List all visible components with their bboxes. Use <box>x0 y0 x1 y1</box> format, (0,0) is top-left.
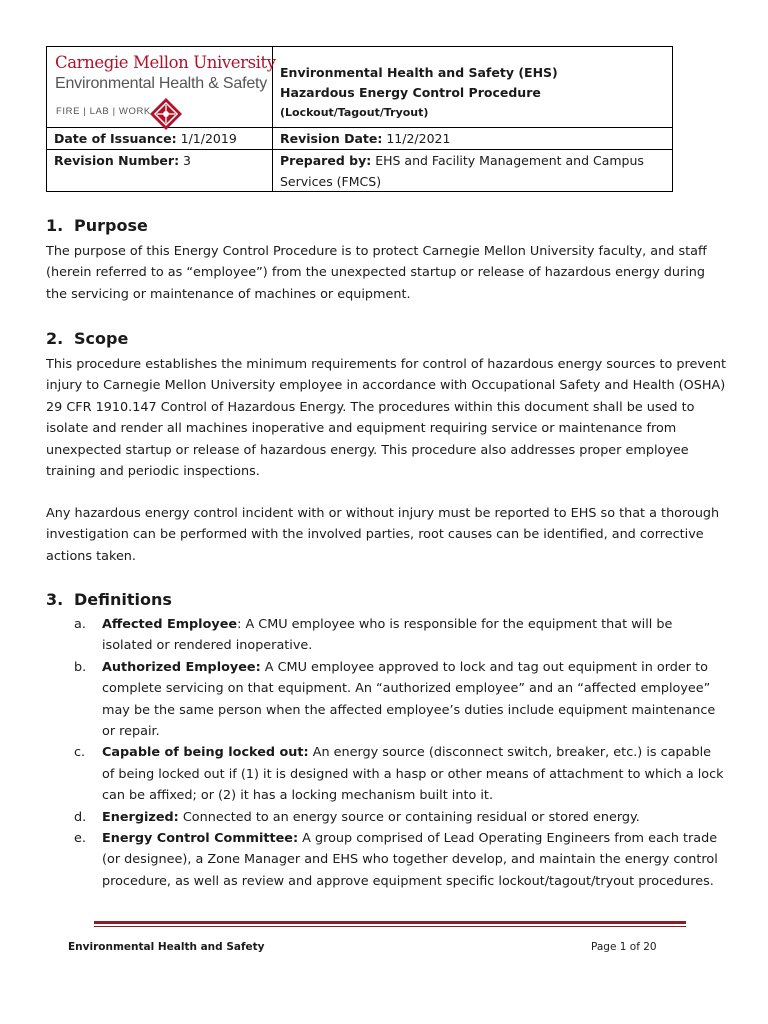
definition-letter: c. <box>74 745 86 761</box>
footer-department: Environmental Health and Safety <box>68 941 265 953</box>
scope-text-1: This procedure establishes the minimum requirements for control of hazardous energy sources to prevent injury to Carnegie Mellon University employee in accordance with Occupational Safety and Health (OSHA) 29 CFR 1910.147 Control of Hazardous Energy. The procedures within this document shall be used to isolate and render all machines inoperative and equipment requiring service or maintenance from unexpected startup or release of hazardous energy. This procedure also addresses proper employee training and periodic inspections. <box>46 357 726 480</box>
purpose-heading <box>46 216 148 235</box>
ehs-badge-icon <box>149 97 183 131</box>
definitions-title: Definitions <box>74 590 172 609</box>
definition-term: Authorized Employee: <box>102 659 261 675</box>
revision-date-label: Revision Date: <box>280 131 383 146</box>
definition-term: Energy Control Committee: <box>102 831 299 847</box>
definitions-list <box>46 614 726 892</box>
document-title <box>280 63 670 123</box>
footer-rule <box>94 921 686 924</box>
purpose-title: Purpose <box>74 216 148 235</box>
definition-item <box>46 742 726 806</box>
definition-text: A CMU employee approved to lock and tag out equipment in order to complete servicing on that equipment. An “authorized employee” and an “affected employee” may be the same person when the affected employee’s duties include equipment maintenance or repair. <box>102 659 716 740</box>
cmu-ehs-logo <box>55 53 276 125</box>
definition-letter: e. <box>74 831 86 847</box>
header-table <box>46 46 673 192</box>
definition-letter: a. <box>74 617 86 632</box>
revision-number-label: Revision Number: <box>54 153 180 168</box>
definitions-heading <box>46 590 172 609</box>
scope-heading <box>46 329 128 348</box>
issuance-value: 1/1/2019 <box>176 131 237 146</box>
logo-university: Carnegie Mellon University <box>55 53 276 72</box>
footer-rule-thin <box>94 926 686 927</box>
prepared-by-value: EHS and Facility Management and Campus Services (FMCS) <box>280 153 644 189</box>
title-line-2: Hazardous Energy Control Procedure <box>280 85 541 100</box>
definition-term: Energized: <box>102 809 179 825</box>
definition-term: Affected Employee <box>102 617 238 632</box>
purpose-number: 1. <box>46 216 64 235</box>
revision-date <box>280 128 450 149</box>
definition-letter: d. <box>74 809 87 825</box>
logo-tagline: FIRE | LAB | WORK <box>56 106 151 117</box>
prepared-by <box>280 150 668 192</box>
definition-term: Capable of being locked out: <box>102 745 309 761</box>
title-line-1: Environmental Health and Safety (EHS) <box>280 65 558 80</box>
purpose-text: The purpose of this Energy Control Procedure is to protect Carnegie Mellon University faculty, and staff (herein referred to as “employee”) from the unexpected startup or release of hazardous energy during the servicing or maintenance of machines or equipment. <box>46 244 707 302</box>
scope-title: Scope <box>74 329 129 348</box>
page-number: Page 1 of 20 <box>591 941 657 953</box>
title-line-3: (Lockout/Tagout/Tryout) <box>280 106 429 119</box>
scope-text-2: Any hazardous energy control incident with or without injury must be reported to EHS so that a thorough investigation can be performed with the involved parties, root causes can be identified, and corrective actions taken. <box>46 506 720 564</box>
revision-number <box>54 150 191 171</box>
definition-text: : A CMU employee who is responsible for the equipment that will be isolated or rendered inoperative. <box>102 617 673 654</box>
definition-text: An energy source (disconnect switch, breaker, etc.) is capable of being locked out if (1) it is designed with a hasp or other means of attachment to which a lock can be affixed; or (2) it has a locking mechanism built into it. <box>102 745 724 804</box>
definition-item <box>46 657 726 743</box>
definition-text: A group comprised of Lead Operating Engineers from each trade (or designee), a Zone Manager and EHS who together develop, and maintain the energy control procedure, as well as review and approve equipment specific lockout/tagout/tryout procedures. <box>102 831 718 889</box>
definition-letter: b. <box>74 659 87 675</box>
definitions-number: 3. <box>46 590 64 609</box>
issuance-label: Date of Issuance: <box>54 131 177 146</box>
revision-date-value: 11/2/2021 <box>382 131 451 146</box>
definition-item <box>46 614 726 657</box>
scope-number: 2. <box>46 329 64 348</box>
definition-text: Connected to an energy source or containing residual or stored energy. <box>178 809 640 825</box>
issuance-date <box>54 128 237 149</box>
logo-department: Environmental Health & Safety <box>55 75 268 92</box>
definition-item <box>46 807 726 828</box>
prepared-by-label: Prepared by: <box>280 153 372 168</box>
revision-number-value: 3 <box>179 153 192 168</box>
definition-item <box>46 828 726 892</box>
